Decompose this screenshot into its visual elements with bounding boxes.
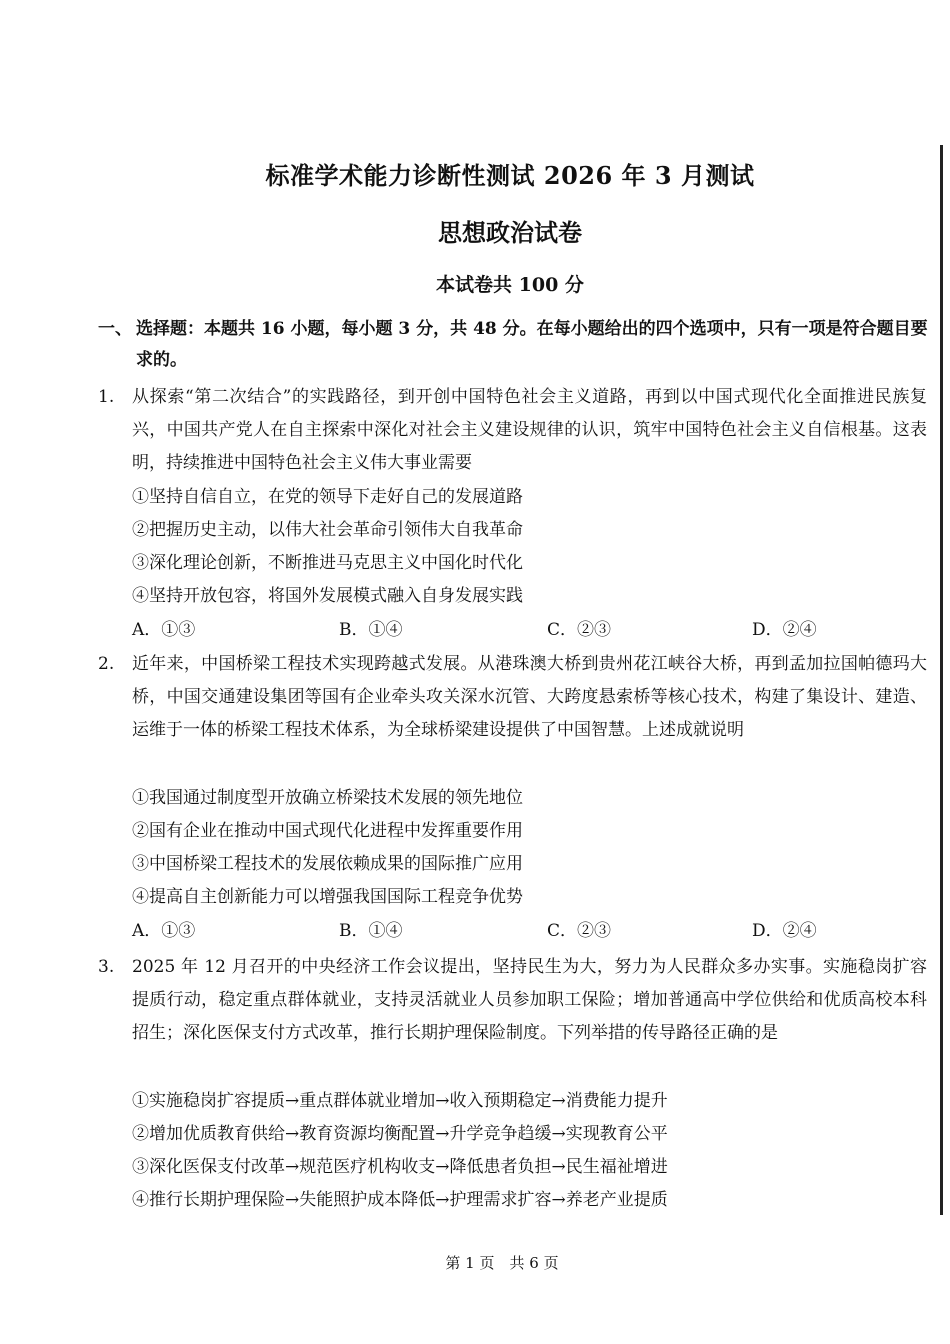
option-statement-4: ④坚持开放包容，将国外发展模式融入自身发展实践 [132, 586, 523, 606]
question-stem: 从探索“第二次结合”的实践路径，到开创中国特色社会主义道路，再到以中国式现代化全面推进民族复兴，中国共产党人在自主探索中深化对社会主义建设规律的认识，筑牢中国特色社会主义自信根基。这表明，持续推进中国特色社会主义伟大事业需要 [132, 387, 927, 474]
page-footer: 第 1 页 共 6 页 [445, 1254, 559, 1272]
option-statement-1: ①我国通过制度型开放确立桥梁技术发展的领先地位 [132, 788, 523, 808]
option-statement-3: ③深化医保支付改革→规范医疗机构收支→降低患者负担→民生福祉增进 [132, 1157, 668, 1177]
question-number: 2. [98, 654, 115, 674]
choice-b: B．①④ [339, 921, 403, 941]
option-statement-1: ①实施稳岗扩容提质→重点群体就业增加→收入预期稳定→消费能力提升 [132, 1091, 668, 1111]
page-edge-line [940, 145, 943, 1215]
choice-d: D．②④ [752, 921, 817, 941]
option-statement-3: ③深化理论创新，不断推进马克思主义中国化时代化 [132, 553, 523, 573]
option-statement-4: ④提高自主创新能力可以增强我国国际工程竞争优势 [132, 887, 523, 907]
question-number: 3. [98, 957, 115, 977]
option-statement-2: ②国有企业在推动中国式现代化进程中发挥重要作用 [132, 821, 523, 841]
choice-c: C．②③ [547, 620, 612, 640]
exam-title: 标准学术能力诊断性测试 2026 年 3 月测试 [265, 161, 755, 190]
choice-a: A．①③ [132, 921, 196, 941]
choice-c: C．②③ [547, 921, 612, 941]
choice-b: B．①④ [339, 620, 403, 640]
subject-title: 思想政治试卷 [438, 218, 582, 247]
option-statement-1: ①坚持自信自立，在党的领导下走好自己的发展道路 [132, 487, 523, 507]
section-heading [98, 314, 928, 376]
total-score: 本试卷共 100 分 [436, 274, 584, 296]
choice-a: A．①③ [132, 620, 196, 640]
question-number: 1. [98, 387, 115, 407]
choice-d: D．②④ [752, 620, 817, 640]
option-statement-2: ②增加优质教育供给→教育资源均衡配置→升学竞争趋缓→实现教育公平 [132, 1124, 668, 1144]
option-statement-3: ③中国桥梁工程技术的发展依赖成果的国际推广应用 [132, 854, 523, 874]
section-number: 一、 [98, 319, 132, 339]
section-instructions: 选择题：本题共 16 小题，每小题 3 分，共 48 分。在每小题给出的四个选项中，只有一项是符合题目要求的。 [136, 319, 928, 370]
question-stem: 近年来，中国桥梁工程技术实现跨越式发展。从港珠澳大桥到贵州花江峡谷大桥，再到孟加拉国帕德玛大桥，中国交通建设集团等国有企业牵头攻关深水沉管、大跨度悬索桥等核心技术，构建了集设计、建造、运维于一体的桥梁工程技术体系，为全球桥梁建设提供了中国智慧。上述成就说明 [132, 654, 927, 741]
option-statement-4: ④推行长期护理保险→失能照护成本降低→护理需求扩容→养老产业提质 [132, 1190, 668, 1210]
option-statement-2: ②把握历史主动，以伟大社会革命引领伟大自我革命 [132, 520, 523, 540]
question-stem: 2025 年 12 月召开的中央经济工作会议提出，坚持民生为大，努力为人民群众多办实事。实施稳岗扩容提质行动，稳定重点群体就业，支持灵活就业人员参加职工保险；增加普通高中学位供给和优质高校本科招生；深化医保支付方式改革，推行长期护理保险制度。下列举措的传导路径正确的是 [132, 957, 927, 1044]
